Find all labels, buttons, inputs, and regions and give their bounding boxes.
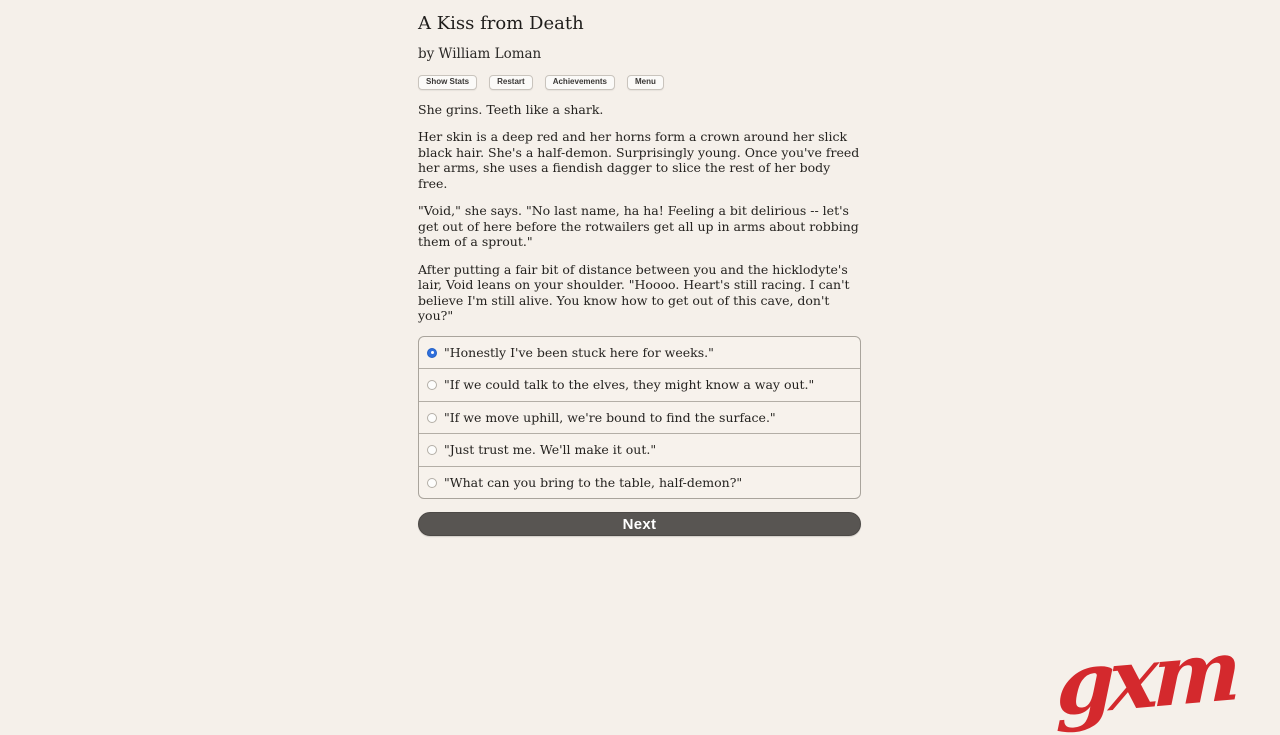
next-button[interactable]: Next xyxy=(418,512,861,536)
menu-button[interactable]: Menu xyxy=(627,75,664,90)
radio-button-icon[interactable] xyxy=(427,478,437,488)
choice-label: "Honestly I've been stuck here for weeks." xyxy=(444,344,714,360)
story-paragraph: She grins. Teeth like a shark. xyxy=(418,101,604,117)
choice-label: "What can you bring to the table, half-demon?" xyxy=(444,474,743,490)
choice-option[interactable] xyxy=(419,401,860,434)
choice-label: "If we could talk to the elves, they might know a way out." xyxy=(444,377,815,393)
story-paragraph: "Void," she says. "No last name, ha ha! Feeling a bit delirious -- let's get out of here before the rotwailers get all up in arms about robbing them of a sprout." xyxy=(418,203,859,250)
story-text xyxy=(418,102,861,324)
choice-group xyxy=(418,336,861,500)
choice-label: "Just trust me. We'll make it out." xyxy=(444,442,657,458)
choice-option[interactable] xyxy=(419,433,860,466)
choice-option[interactable] xyxy=(419,368,860,401)
show-stats-button[interactable]: Show Stats xyxy=(418,75,477,90)
achievements-button[interactable]: Achievements xyxy=(545,75,615,90)
choice-option[interactable] xyxy=(419,337,860,369)
author-line: by William Loman xyxy=(418,45,542,62)
story-paragraph: After putting a fair bit of distance between you and the hicklodyte's lair, Void leans on your shoulder. "Hoooo. Heart's still racing. I can't believe I'm still alive. You know how to get out of this cave, don't you?" xyxy=(418,261,850,324)
game-content xyxy=(418,0,861,536)
radio-button-icon[interactable] xyxy=(427,380,437,390)
radio-button-icon[interactable] xyxy=(427,348,437,358)
radio-button-icon[interactable] xyxy=(427,413,437,423)
story-paragraph: Her skin is a deep red and her horns form a crown around her slick black hair. She's a half-demon. Surprisingly young. Once you've freed her arms, she uses a fiendish dagger to slice the rest of her body free. xyxy=(418,129,860,191)
restart-button[interactable]: Restart xyxy=(489,75,533,90)
page-title: A Kiss from Death xyxy=(418,13,584,34)
radio-button-icon[interactable] xyxy=(427,445,437,455)
gxm-logo: gxm xyxy=(1055,619,1237,735)
toolbar xyxy=(418,75,861,90)
choice-label: "If we move uphill, we're bound to find the surface." xyxy=(444,409,776,425)
choice-option[interactable] xyxy=(419,466,860,499)
